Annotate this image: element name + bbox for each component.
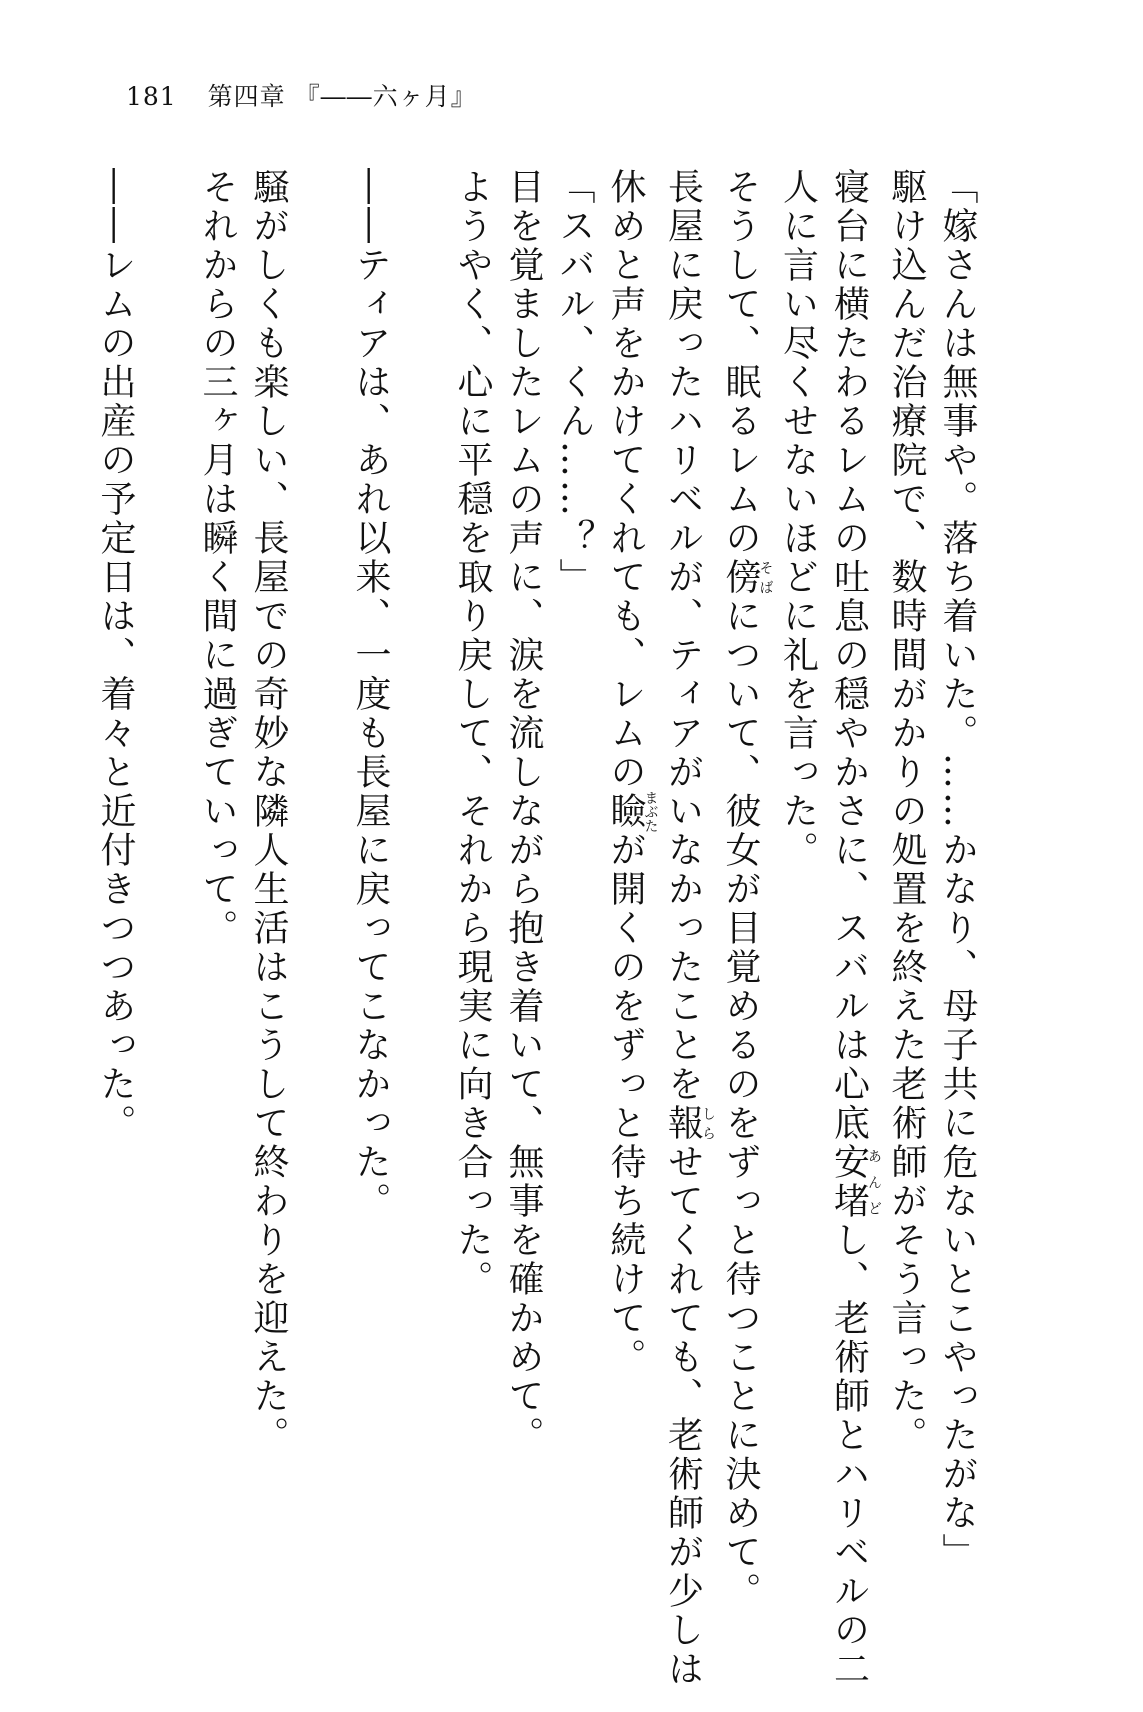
text-line: 「スバル、くん……？」	[554, 168, 595, 597]
text-line: 目を覚ましたレムの声に、涙を流しながら抱き着いて、無事を確かめて。	[503, 168, 544, 1455]
ruby-annotation: 傍そば	[720, 558, 774, 597]
chapter-title: 第四章 『――六ヶ月』	[207, 82, 477, 111]
blank-line	[396, 168, 447, 1668]
blank-line	[294, 168, 345, 1668]
text-line: 騒がしくも楽しい、長屋での奇妙な隣人生活はこうして終わりを迎えた。	[248, 168, 289, 1455]
running-head	[126, 80, 477, 114]
ruby-annotation: 安堵あんど	[828, 1143, 882, 1221]
text-line: 休めと声をかけてくれても、レムの瞼まぶたが開くのをずっと待ち続けて。	[605, 168, 659, 1377]
text-line: 長屋に戻ったハリベルが、ティアがいなかったことを報しらせてくれても、老術師が少しは	[662, 168, 716, 1689]
text-line: 寝台に横たわるレムの吐息の穏やかさに、スバルは心底安堵あんどし、老術師とハリベルの二	[828, 168, 882, 1689]
text-line: 駆け込んだ治療院で、数時間がかりの処置を終えた老術師がそう言った。	[886, 168, 927, 1455]
text-line: ようやく、心に平穏を取り戻して、それから現実に向き合った。	[452, 168, 493, 1299]
blank-line	[141, 168, 192, 1668]
text-line: ――ティアは、あれ以来、一度も長屋に戻ってこなかった。	[350, 168, 391, 1221]
body-text	[90, 168, 983, 1689]
text-line: 「嫁さんは無事や。落ち着いた。……かなり、母子共に危ないとこやったがな」	[937, 168, 978, 1572]
text-line: そうして、眠るレムの傍そばについて、彼女が目覚めるのをずっと待つことに決めて。	[720, 168, 774, 1611]
ruby-annotation: 瞼まぶた	[605, 790, 659, 833]
text-line: 人に言い尽くせないほどに礼を言った。	[777, 168, 819, 870]
text-line: それからの三ヶ月は瞬く間に過ぎていって。	[197, 168, 238, 948]
page-number: 181	[126, 82, 177, 111]
text-line: ――レムの出産の予定日は、着々と近付きつつあった。	[95, 168, 136, 1143]
ruby-annotation: 報しら	[662, 1104, 716, 1143]
